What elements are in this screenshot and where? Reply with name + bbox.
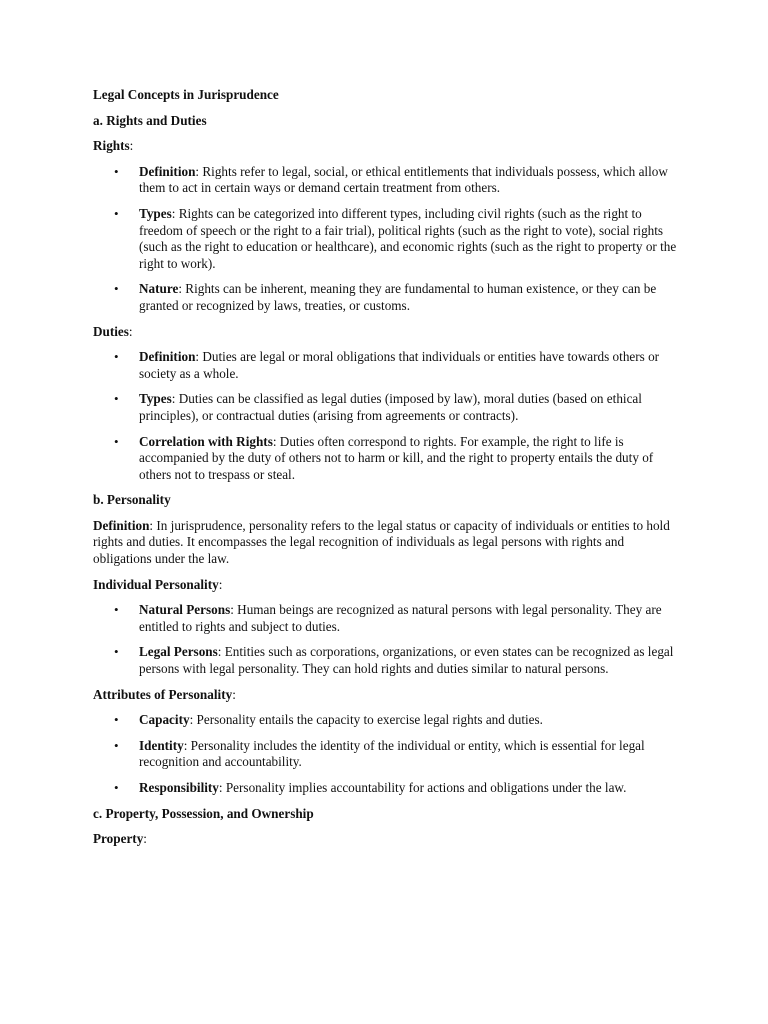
item-text: : Personality includes the identity of the individual or entity, which is essential for legal recognition and accountability. <box>139 737 645 770</box>
list-item <box>93 644 682 677</box>
bullet-icon: • <box>114 602 119 618</box>
section-b-heading: b. Personality <box>93 492 171 508</box>
rights-list <box>93 164 682 315</box>
bullet-icon: • <box>114 433 119 449</box>
item-text: : Human beings are recognized as natural persons with legal personality. They are entitled to rights and subject to duties. <box>139 602 662 634</box>
individual-personality-colon: : <box>218 576 223 592</box>
item-text: : Entities such as corporations, organizations, or even states can be recognized as legal persons with legal personality. They can hold rights and duties similar to natural persons. <box>139 644 674 677</box>
item-text: : Rights can be categorized into different types, including civil rights (such as the right to freedom of speech or the right to a fair trial), political rights (such as the right to vote), social rights (such as the right to education or healthcare), and economic rights (such as the right to property or the right to work). <box>139 205 677 271</box>
item-term: Nature <box>139 281 179 297</box>
bullet-icon: • <box>114 644 119 660</box>
property-label-colon: : <box>143 831 147 847</box>
list-item <box>93 349 682 382</box>
item-term: Natural Persons <box>139 602 231 618</box>
attributes-label <box>93 687 682 704</box>
item-term: Types <box>139 205 172 221</box>
individual-personality-label-text: Individual Personality <box>93 576 219 592</box>
item-text: : Duties are legal or moral obligations that individuals or entities have towards others or society as a whole. <box>139 349 660 381</box>
item-term: Definition <box>139 349 196 365</box>
item-text: : Duties can be classified as legal duties (imposed by law), moral duties (based on ethical principles), or contractual duties (arising from agreements or contracts). <box>139 391 642 423</box>
bullet-icon: • <box>114 349 119 365</box>
personality-definition <box>93 518 682 568</box>
list-item <box>93 738 682 771</box>
rights-label-colon: : <box>129 138 134 154</box>
duties-label <box>93 324 682 341</box>
list-item <box>93 602 682 635</box>
bullet-icon: • <box>114 281 119 297</box>
item-term: Correlation with Rights <box>139 433 273 449</box>
bullet-icon: • <box>114 163 119 179</box>
section-c-heading: c. Property, Possession, and Ownership <box>93 805 314 821</box>
duties-label-colon: : <box>128 323 133 339</box>
document-title: Legal Concepts in Jurisprudence <box>93 87 279 102</box>
list-item <box>93 780 682 797</box>
item-term: Legal Persons <box>139 644 218 660</box>
item-term: Capacity <box>139 712 190 728</box>
item-text: : Rights refer to legal, social, or ethical entitlements that individuals possess, which allow them to act in certain ways or demand certain treatment from others. <box>139 163 668 196</box>
rights-label-text: Rights <box>93 138 130 154</box>
attributes-label-colon: : <box>232 686 236 702</box>
duties-label-text: Duties <box>93 323 129 339</box>
bullet-icon: • <box>114 712 119 728</box>
individual-personality-list <box>93 602 682 677</box>
bullet-icon: • <box>114 205 119 221</box>
individual-personality-label <box>93 577 682 594</box>
list-item <box>93 281 682 314</box>
item-text: : Personality implies accountability for actions and obligations under the law. <box>218 780 627 795</box>
definition-term: Definition <box>93 517 150 533</box>
item-term: Types <box>139 391 172 407</box>
bullet-icon: • <box>114 780 119 795</box>
item-term: Definition <box>139 163 196 179</box>
item-term: Responsibility <box>139 780 219 795</box>
list-item <box>93 434 682 484</box>
item-text: : Duties often correspond to rights. For example, the right to life is accompanied by the duty of others not to harm or kill, and the right to property entails the duty of others not to trespass or steal. <box>139 433 654 482</box>
attributes-list <box>93 712 682 796</box>
list-item <box>93 712 682 729</box>
attributes-label-text: Attributes of Personality <box>93 686 233 702</box>
list-item <box>93 164 682 197</box>
bullet-icon: • <box>114 391 119 407</box>
section-a-heading: a. Rights and Duties <box>93 112 207 128</box>
list-item <box>93 391 682 424</box>
list-item <box>93 206 682 272</box>
property-label-text: Property <box>93 831 144 847</box>
item-text: : Personality entails the capacity to exercise legal rights and duties. <box>189 712 543 728</box>
item-term: Identity <box>139 737 184 753</box>
definition-text: : In jurisprudence, personality refers to the legal status or capacity of individuals or entities to hold rights and duties. It encompasses the legal recognition of individuals as legal persons with rights and obligations under the law. <box>93 517 670 567</box>
bullet-icon: • <box>114 737 119 753</box>
property-label <box>93 831 682 848</box>
duties-list <box>93 349 682 483</box>
rights-label <box>93 138 682 155</box>
item-text: : Rights can be inherent, meaning they are fundamental to human existence, or they can be granted or recognized by laws, treaties, or customs. <box>139 281 657 313</box>
